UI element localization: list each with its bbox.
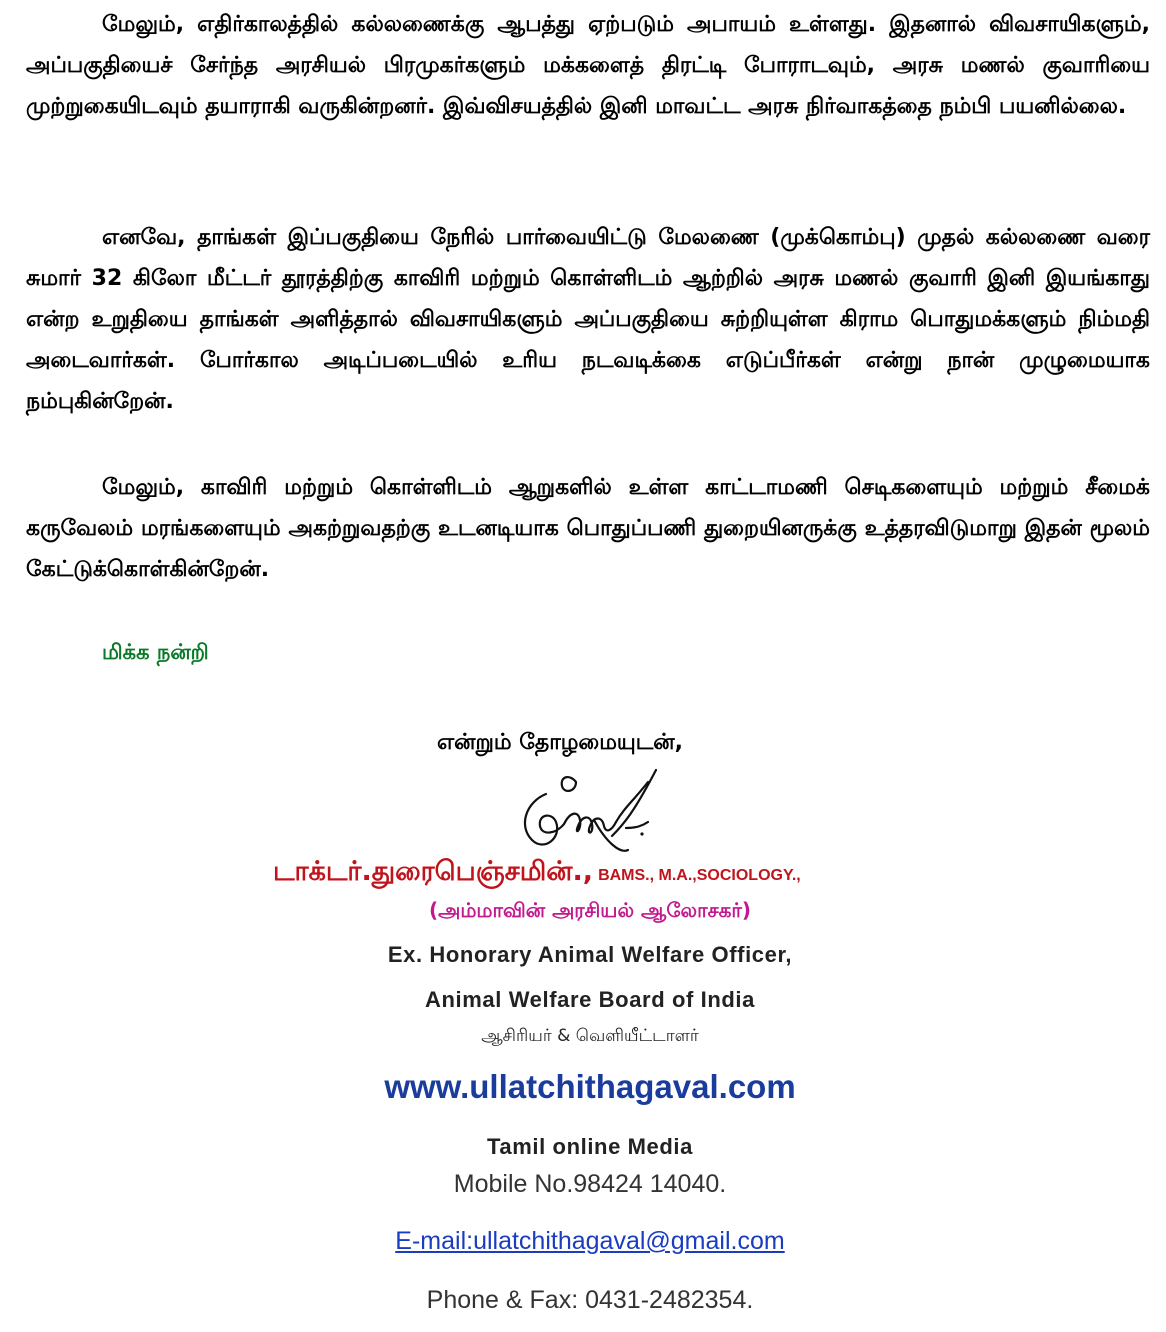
thanks-line: மிக்க நன்றி	[102, 640, 209, 664]
office-title-line-1: Ex. Honorary Animal Welfare Officer,	[387, 942, 793, 967]
editor-publisher-line: ஆசிரியர் & வெளியீட்டாளர்	[481, 1026, 699, 1046]
office-title-line-2: Animal Welfare Board of India	[425, 987, 755, 1012]
letter-paragraph-1: மேலும், எதிர்காலத்தில் கல்லணைக்கு ஆபத்து ஏற்படும் அபாயம் உள்ளது. இதனால் விவசாயிகளும், அப்பகுதியைச் சேர்ந்த அரசியல் பிரமுகர்களும் மக்களைத் திரட்டி போராடவும், அரசு மணல் குவாரியை முற்றுகையிடவும் தயாராகி வருகின்றனர். இவ்விசயத்தில் இனி மாவட்ட அரசு நிர்வாகத்தை நம்பி பயனில்லை.	[26, 12, 1150, 119]
author-name: டாக்டர்.துரைபெஞ்சமின்.,	[273, 856, 593, 887]
phone-fax: Phone & Fax: 0431-2482354.	[426, 1286, 754, 1314]
website-link[interactable]: www.ullatchithagaval.com	[384, 1068, 796, 1105]
author-role: (அம்மாவின் அரசியல் ஆலோசகர்)	[428, 898, 752, 922]
handwritten-signature-icon	[516, 764, 662, 856]
letter-paragraph-3: மேலும், காவிரி மற்றும் கொள்ளிடம் ஆறுகளில் உள்ள காட்டாமணி செடிகளையும் மற்றும் சீமைக் கருவேலம் மரங்களையும் அகற்றுவதற்கு உடனடியாக பொதுப்பணி துறையினருக்கு உத்தரவிடுமாறு இதன் மூலம் கேட்டுக்கொள்கின்றேன்.	[26, 475, 1150, 582]
letter-paragraph-2: எனவே, தாங்கள் இப்பகுதியை நேரில் பார்வையிட்டு மேலணை (முக்கொம்பு) முதல் கல்லணை வரை சுமார் 32 கிலோ மீட்டர் தூரத்திற்கு காவிரி மற்றும் கொள்ளிடம் ஆற்றில் அரசு மணல் குவாரி இனி இயங்காது என்ற உறுதியை தாங்கள் அளித்தால் விவசாயிகளும் அப்பகுதியை சுற்றியுள்ள கிராம பொதுமக்களும் நிம்மதி அடைவார்கள். போர்கால அடிப்படையில் உரிய நடவடிக்கை எடுப்பீர்கள் என்று நான் முழுமையாக நம்புகின்றேன்.	[26, 225, 1150, 414]
mobile-number: Mobile No.98424 14040.	[453, 1170, 727, 1198]
email-link[interactable]: E-mail:ullatchithagaval@gmail.com	[395, 1227, 785, 1255]
email-line	[180, 1227, 1000, 1256]
author-degrees: BAMS., M.A.,SOCIOLOGY.,	[598, 867, 801, 884]
media-line: Tamil online Media	[487, 1134, 693, 1159]
author-name-line	[170, 856, 1070, 891]
closing-line: என்றும் தோழமையுடன்,	[437, 730, 683, 755]
